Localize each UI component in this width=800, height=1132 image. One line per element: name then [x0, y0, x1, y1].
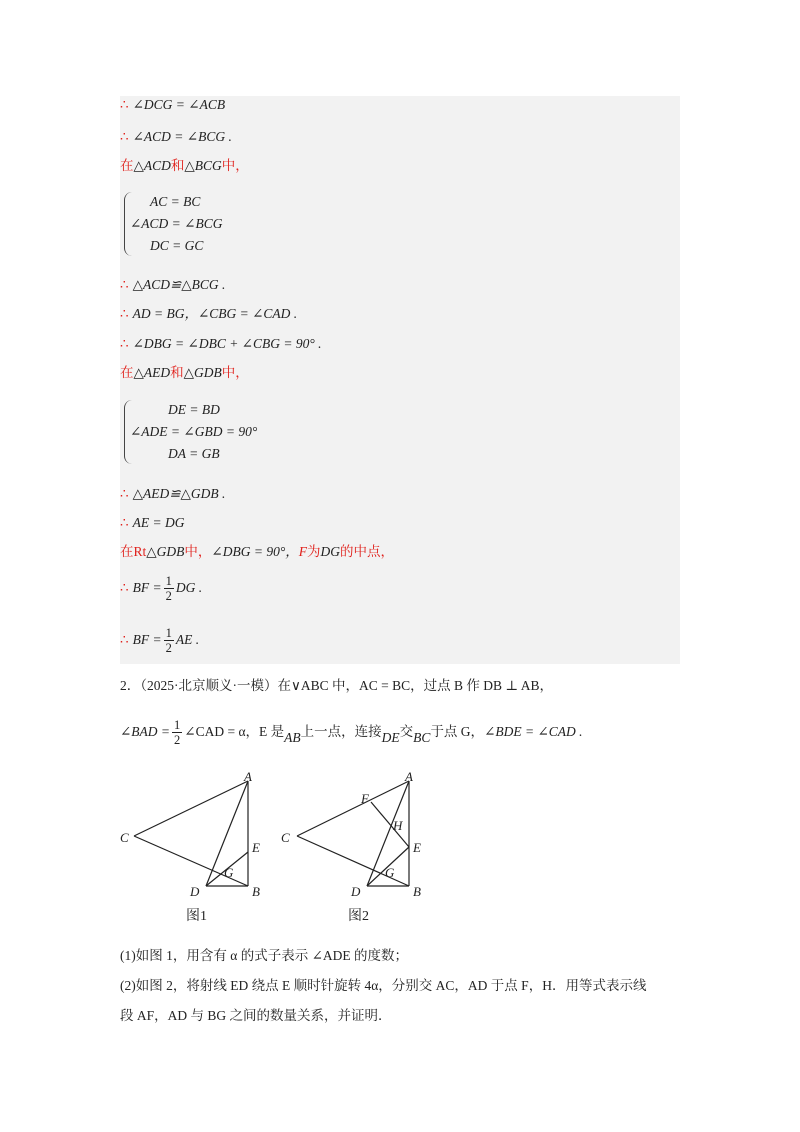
- system1-row2: ∠ACD = ∠BCG: [130, 216, 223, 231]
- question-part-1: (1)如图 1，用含有 α 的式子表示 ∠ADE 的度数；: [120, 948, 408, 963]
- system2-row3: DA = GB: [168, 446, 220, 461]
- fraction-half: $\frac{1}{2}$: [174, 718, 181, 748]
- proof-line-12: ∴ BF = $\frac{1}{2}$ AE .: [120, 626, 200, 656]
- proof-line-4: ∴ △ACD≌△BCG .: [120, 277, 226, 292]
- question-line-2: ∠BAD = $\frac{1}{2}$ ∠CAD = α，E 是AB上一点，连接DE交BC于点 G，∠BDE = ∠CAD .: [120, 718, 583, 748]
- label-A: A: [405, 769, 413, 784]
- label-E: E: [413, 840, 421, 855]
- label-D: D: [351, 884, 361, 899]
- proof-line-6: ∴ ∠DBG = ∠DBC + ∠CBG = 90° .: [120, 336, 322, 351]
- label-B: B: [413, 884, 421, 899]
- proof-line-2: ∴ ∠ACD = ∠BCG .: [120, 129, 232, 144]
- label-H: H: [393, 818, 403, 833]
- system1-row3: DC = GC: [150, 238, 204, 253]
- label-F: F: [361, 791, 369, 806]
- label-C: C: [120, 830, 129, 845]
- system2-row1: DE = BD: [168, 402, 220, 417]
- proof-line-8: ∴ △AED≌△GDB .: [120, 486, 226, 501]
- system1-row1: AC = BC: [150, 194, 201, 209]
- label-D: D: [190, 884, 200, 899]
- proof-line-9: ∴ AE = DG: [120, 515, 185, 530]
- figure-1: [110, 766, 280, 901]
- figure-1-caption: 图1: [186, 909, 207, 924]
- proof-line-11: ∴ BF = $\frac{1}{2}$ DG .: [120, 574, 203, 604]
- proof-line-3: 在△ACD和△BCG中，: [120, 158, 249, 173]
- system2-row2: ∠ADE = ∠GBD = 90°: [130, 424, 258, 439]
- question-part-2a: (2)如图 2，将射线 ED 绕点 E 顺时针旋转 4α，分别交 AC，AD 于点 F，H．用等式表示线: [120, 978, 647, 993]
- label-G: G: [385, 865, 395, 880]
- question-line-1: 2．（2025·北京顺义·一模）在∨ABC 中，AC = BC，过点 B 作 DB ⊥ AB，: [120, 678, 553, 693]
- proof-line-5: ∴ AD = BG，∠CBG = ∠CAD .: [120, 306, 298, 321]
- label-A: A: [244, 769, 252, 784]
- label-C: C: [281, 830, 290, 845]
- fraction-half: $\frac{1}{2}$: [165, 574, 172, 604]
- label-G: G: [224, 865, 234, 880]
- segment-CA: [134, 781, 248, 836]
- figure-2: [275, 766, 445, 901]
- figure-2-caption: 图2: [348, 909, 369, 924]
- question-part-2b: 段 AF，AD 与 BG 之间的数量关系，并证明．: [120, 1008, 392, 1023]
- label-E: E: [252, 840, 260, 855]
- segment-FE: [371, 802, 409, 847]
- proof-line-7: 在△AED和△GDB中，: [120, 365, 249, 380]
- proof-line-10: 在Rt△GDB中，∠DBG = 90°，F为DG的中点，: [120, 544, 394, 559]
- label-B: B: [252, 884, 260, 899]
- fraction-half: $\frac{1}{2}$: [165, 626, 172, 656]
- proof-line-1: ∴ ∠DCG = ∠ACB: [120, 97, 226, 112]
